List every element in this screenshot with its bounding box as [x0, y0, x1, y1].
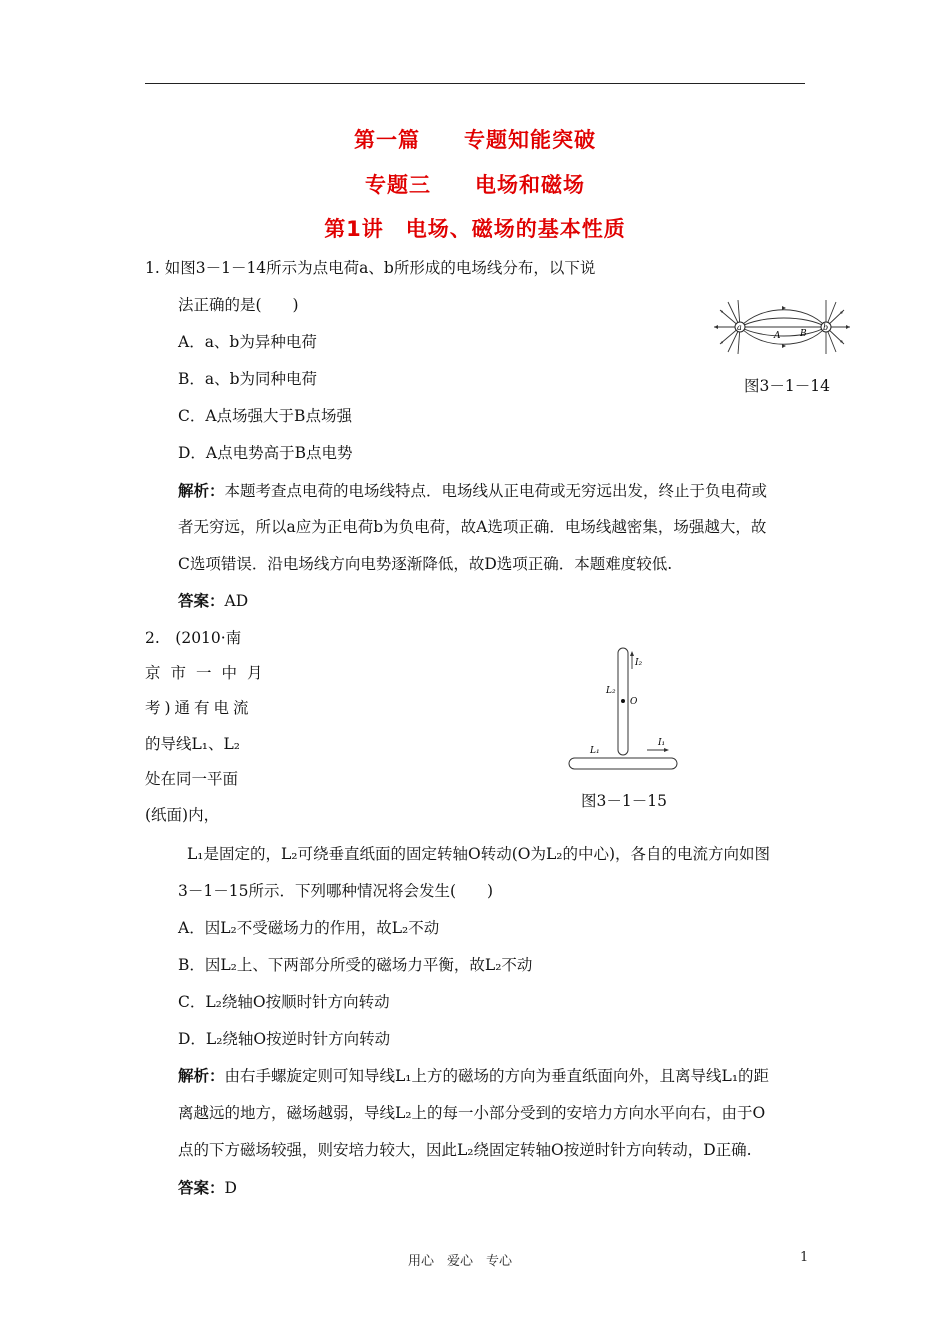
q1-analysis-label: 解析： [178, 482, 225, 500]
q1-answer-line [178, 591, 248, 611]
q1-option-c: C．A点场强大于B点场强 [178, 407, 352, 425]
q2-figure-label-I1: I₁ [658, 738, 666, 748]
q1-analysis-line3: C选项错误．沿电场线方向电势逐渐降低，故D选项正确．本题难度较低. [178, 555, 673, 573]
q1-analysis-line1 [178, 481, 767, 501]
q1-option-b: B．a、b为同种电荷 [178, 370, 318, 388]
q1-figure-caption: 图3－1－14 [744, 377, 830, 395]
q2-figure-label-O: O [630, 697, 638, 707]
q2-option-d: D．L₂绕轴O按逆时针方向转动 [178, 1030, 391, 1048]
q2-stem-line7: L₁是固定的，L₂可绕垂直纸面的固定转轴O转动(O为L₂的中心)，各自的电流方向如图 [187, 845, 771, 863]
q2-stem-col4: 的导线L₁、L₂ [145, 735, 241, 753]
q2-wires-figure [562, 645, 688, 775]
q1-option-d: D．A点电势高于B点电势 [178, 444, 353, 462]
lecture-title: 第1讲 电场、磁场的基本性质 [324, 217, 626, 241]
q2-option-c: C．L₂绕轴O按顺时针方向转动 [178, 993, 390, 1011]
q2-stem-col6: (纸面)内， [145, 806, 220, 824]
q1-figure-label-b: b [823, 323, 829, 332]
q1-analysis-line2: 者无穷远，所以a应为正电荷b为负电荷，故A选项正确．电场线越密集，场强越大，故 [178, 518, 767, 536]
q2-option-a: A．因L₂不受磁场力的作用，故L₂不动 [178, 919, 440, 937]
q2-figure-caption: 图3－1－15 [581, 792, 667, 810]
q1-answer-label: 答案： [178, 592, 225, 610]
part-title: 第一篇 专题知能突破 [354, 128, 596, 152]
page-number: 1 [800, 1250, 809, 1265]
footer-motto: 用心 爱心 专心 [407, 1254, 512, 1269]
q2-analysis-line3: 点的下方磁场较强，则安培力较大，因此L₂绕固定转轴O按逆时针方向转动，D正确. [178, 1141, 752, 1159]
q2-figure-label-L2: L₂ [606, 686, 616, 696]
q1-option-a: A．a、b为异种电荷 [178, 333, 317, 351]
header-rule [145, 83, 805, 84]
q1-figure-label-A: A [774, 331, 781, 341]
q1-figure-label-B: B [800, 329, 807, 339]
q1-stem-line2: 法正确的是( ) [178, 296, 299, 314]
q1-analysis-text1: 本题考查点电荷的电场线特点．电场线从正电荷或无穷远出发，终止于负电荷或 [224, 482, 768, 500]
topic-title: 专题三 电场和磁场 [365, 173, 585, 197]
q2-figure-label-I2: I₂ [635, 658, 643, 668]
q2-stem-col3: 考)通有电流 [145, 699, 253, 717]
q2-stem-col5: 处在同一平面 [145, 770, 239, 788]
q2-analysis-line1 [178, 1066, 769, 1086]
q2-answer-label: 答案： [178, 1179, 225, 1197]
q1-answer: AD [224, 592, 249, 610]
q2-answer: D [224, 1179, 237, 1197]
q2-option-b: B．因L₂上、下两部分所受的磁场力平衡，故L₂不动 [178, 956, 533, 974]
q1-stem-line1: 1. 如图3－1－14所示为点电荷a、b所形成的电场线分布，以下说 [145, 259, 596, 277]
q2-figure-label-L1: L₁ [590, 746, 600, 756]
q2-analysis-label: 解析： [178, 1067, 225, 1085]
q2-stem-line8: 3－1－15所示．下列哪种情况将会发生( ) [178, 882, 494, 900]
q2-answer-line [178, 1178, 237, 1198]
q2-stem-col2: 京市一中月 [145, 664, 273, 682]
q1-figure-label-a: a [737, 323, 742, 332]
q2-analysis-line2: 离越远的地方，磁场越弱，导线L₂上的每一小部分受到的安培力方向水平向右，由于O [178, 1104, 766, 1122]
q2-stem-col1: 2. (2010·南 [145, 629, 242, 647]
q1-field-lines-figure [712, 296, 852, 358]
q2-analysis-text1: 由右手螺旋定则可知导线L₁上方的磁场的方向为垂直纸面向外，且离导线L₁的距 [224, 1067, 770, 1085]
